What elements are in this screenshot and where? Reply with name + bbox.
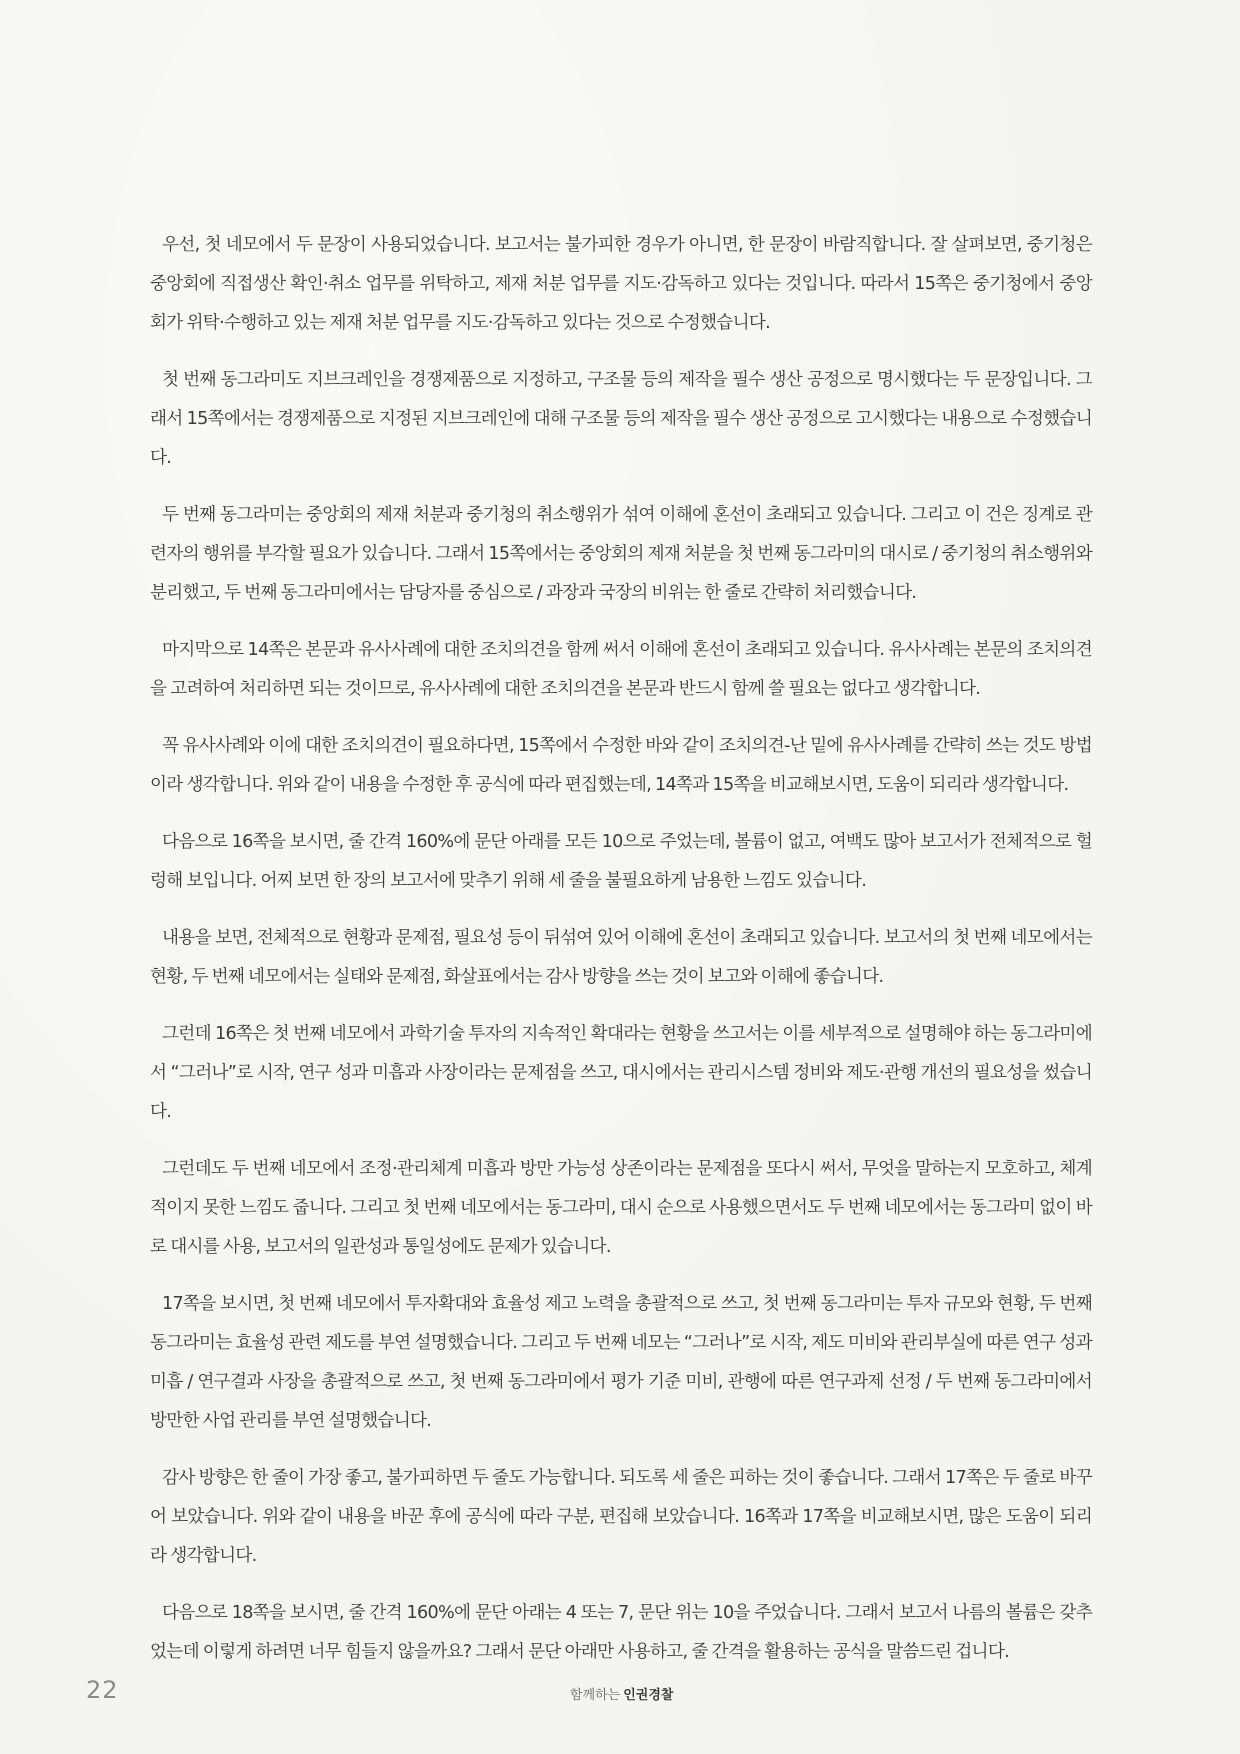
footer-publication-name: 인권경찰 (623, 1688, 674, 1703)
paragraph: 우선, 첫 네모에서 두 문장이 사용되었습니다. 보고서는 불가피한 경우가 아니면, 한 문장이 바람직합니다. 잘 살펴보면, 중기청은 중앙회에 직접생산 확인·취소 업무를 위탁하고, 제재 처분 업무를 지도·감독하고 있다는 것입니다. 따라서 15쪽은 중기청에서 중앙회가 위탁·수행하고 있는 제재 처분 업무를 지도·감독하고 있다는 것으로 수정했습니다. (150, 235, 1092, 333)
paragraph: 그런데 16쪽은 첫 번째 네모에서 과학기술 투자의 지속적인 확대라는 현황을 쓰고서는 이를 세부적으로 설명해야 하는 동그라미에서 “그러나”로 시작, 연구 성과 미흡과 사장이라는 문제점을 쓰고, 대시에서는 관리시스템 정비와 제도·관행 개선의 필요성을 썼습니다. (150, 1024, 1092, 1122)
paragraph: 그런데도 두 번째 네모에서 조정·관리체계 미흡과 방만 가능성 상존이라는 문제점을 또다시 써서, 무엇을 말하는지 모호하고, 체계적이지 못한 느낌도 줍니다. 그리고 첫 번째 네모에서는 동그라미, 대시 순으로 사용했으면서도 두 번째 네모에서는 동그라미 없이 바로 대시를 사용, 보고서의 일관성과 통일성에도 문제가 있습니다. (150, 1159, 1092, 1257)
page-number: 22 (86, 1676, 119, 1704)
footer-publication-title (570, 1684, 673, 1703)
paragraph: 다음으로 16쪽을 보시면, 줄 간격 160%에 문단 아래를 모든 10으로 주었는데, 볼륨이 없고, 여백도 많아 보고서가 전체적으로 헐렁해 보입니다. 어찌 보면 한 장의 보고서에 맞추기 위해 세 줄을 불필요하게 남용한 느낌도 있습니다. (150, 832, 1092, 891)
body-text (150, 226, 1092, 1690)
paragraph: 내용을 보면, 전체적으로 현황과 문제점, 필요성 등이 뒤섞여 있어 이해에 혼선이 초래되고 있습니다. 보고서의 첫 번째 네모에서는 현황, 두 번째 네모에서는 실태와 문제점, 화살표에서는 감사 방향을 쓰는 것이 보고와 이해에 좋습니다. (150, 928, 1092, 987)
paragraph: 다음으로 18쪽을 보시면, 줄 간격 160%에 문단 아래는 4 또는 7, 문단 위는 10을 주었습니다. 그래서 보고서 나름의 볼륨은 갖추었는데 이렇게 하려면 너무 힘들지 않을까요? 그래서 문단 아래만 사용하고, 줄 간격을 활용하는 공식을 말씀드린 겁니다. (150, 1603, 1092, 1662)
paragraph: 두 번째 동그라미는 중앙회의 제재 처분과 중기청의 취소행위가 섞여 이해에 혼선이 초래되고 있습니다. 그리고 이 건은 징계로 관련자의 행위를 부각할 필요가 있습니다. 그래서 15쪽에서는 중앙회의 제재 처분을 첫 번째 동그라미의 대시로 / 중기청의 취소행위와 분리했고, 두 번째 동그라미에서는 담당자를 중심으로 / 과장과 국장의 비위는 한 줄로 간략히 처리했습니다. (150, 505, 1092, 603)
paragraph: 17쪽을 보시면, 첫 번째 네모에서 투자확대와 효율성 제고 노력을 총괄적으로 쓰고, 첫 번째 동그라미는 투자 규모와 현황, 두 번째 동그라미는 효율성 관련 제도를 부연 설명했습니다. 그리고 두 번째 네모는 “그러나”로 시작, 제도 미비와 관리부실에 따른 연구 성과 미흡 / 연구결과 사장을 총괄적으로 쓰고, 첫 번째 동그라미에서 평가 기준 미비, 관행에 따른 연구과제 선정 / 두 번째 동그라미에서 방만한 사업 관리를 부연 설명했습니다. (150, 1294, 1092, 1431)
paragraph: 첫 번째 동그라미도 지브크레인을 경쟁제품으로 지정하고, 구조물 등의 제작을 필수 생산 공정으로 명시했다는 두 문장입니다. 그래서 15쪽에서는 경쟁제품으로 지정된 지브크레인에 대해 구조물 등의 제작을 필수 생산 공정으로 고시했다는 내용으로 수정했습니다. (150, 370, 1092, 468)
paragraph: 꼭 유사사례와 이에 대한 조치의견이 필요하다면, 15쪽에서 수정한 바와 같이 조치의견-난 밑에 유사사례를 간략히 쓰는 것도 방법이라 생각합니다. 위와 같이 내용을 수정한 후 공식에 따라 편집했는데, 14쪽과 15쪽을 비교해보시면, 도움이 되리라 생각합니다. (150, 736, 1092, 795)
paragraph: 감사 방향은 한 줄이 가장 좋고, 불가피하면 두 줄도 가능합니다. 되도록 세 줄은 피하는 것이 좋습니다. 그래서 17쪽은 두 줄로 바꾸어 보았습니다. 위와 같이 내용을 바꾼 후에 공식에 따라 구분, 편집해 보았습니다. 16쪽과 17쪽을 비교해보시면, 많은 도움이 되리라 생각합니다. (150, 1468, 1092, 1566)
paragraph: 마지막으로 14쪽은 본문과 유사사례에 대한 조치의견을 함께 써서 이해에 혼선이 초래되고 있습니다. 유사사례는 본문의 조치의견을 고려하여 처리하면 되는 것이므로, 유사사례에 대한 조치의견을 본문과 반드시 함께 쓸 필요는 없다고 생각합니다. (150, 640, 1092, 699)
footer-prefix: 함께하는 (570, 1688, 621, 1703)
